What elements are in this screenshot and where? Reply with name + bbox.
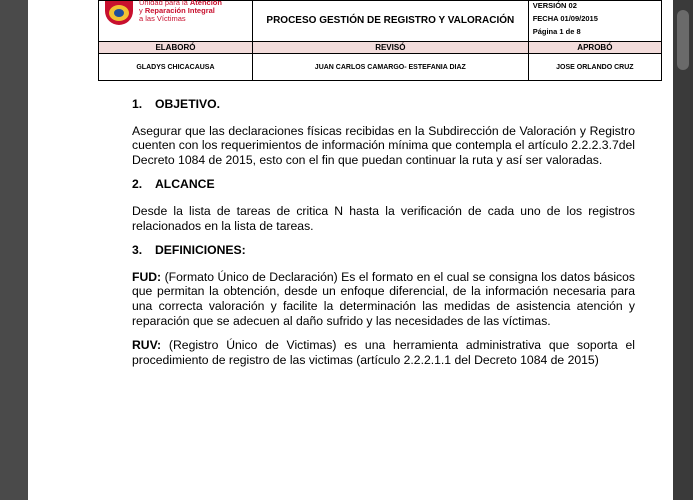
- logo-line-3: a las Víctimas: [139, 14, 186, 23]
- vertical-scrollbar[interactable]: [673, 0, 693, 500]
- logo-line-2: y: [139, 6, 143, 15]
- document-page: [28, 0, 673, 500]
- scrollbar-thumb[interactable]: [677, 10, 689, 70]
- document-title: PROCESO GESTIÓN DE REGISTRO Y VALORACIÓN: [252, 1, 528, 42]
- elaboro-header: ELABORÓ: [99, 42, 253, 54]
- section-title: DEFINICIONES:: [155, 243, 246, 258]
- section-heading-definiciones: [132, 243, 635, 258]
- reviso-name: JUAN CARLOS CAMARGO- ESTEFANIA DIAZ: [252, 54, 528, 81]
- reviso-header: REVISÓ: [252, 42, 528, 54]
- logo-line-1-bold: Atención: [189, 0, 222, 7]
- logo-line-2-bold: Reparación Integral: [144, 6, 215, 15]
- aprobo-header: APROBÓ: [528, 42, 661, 54]
- section-number: 1.: [132, 97, 143, 111]
- fud-definition: [132, 270, 635, 328]
- document-body: [132, 97, 635, 377]
- logo-cell: [99, 1, 253, 42]
- section-title: OBJETIVO.: [155, 97, 221, 111]
- section-number: 2.: [132, 177, 143, 192]
- aprobo-name: JOSE ORLANDO CRUZ: [528, 54, 661, 81]
- document-header-table: [98, 0, 662, 81]
- section-title: ALCANCE: [155, 177, 215, 192]
- unit-logo-text: [139, 0, 222, 23]
- section-heading-alcance: [132, 177, 635, 192]
- fud-term: FUD:: [132, 269, 162, 284]
- ruv-term: RUV:: [132, 338, 162, 353]
- alcance-paragraph: Desde la lista de tareas de critica N hasta la verificación de cada uno de los registros relacionados en la lista de tareas.: [132, 203, 635, 233]
- fud-text: (Formato Único de Declaración) Es el formato en el cual se consigna los datos básicos que permitan la obtención, desde un enfoque diferencial, de la información necesaria para una correcta valoración y facilite la determinación las medidas de asistencia atención y reparación que se adecuen al daño sufrido y las necesidades de las víctimas.: [132, 269, 635, 328]
- section-heading-objetivo: [132, 97, 635, 112]
- date-label: FECHA 01/09/2015: [532, 13, 598, 23]
- section-number: 3.: [132, 243, 143, 258]
- document-info: [528, 1, 661, 42]
- version-label: VERSIÓN 02: [532, 0, 577, 10]
- page-count-label: Página 1 de 8: [532, 26, 581, 36]
- coat-of-arms-logo: [105, 1, 133, 25]
- ruv-text: (Registro Único de Victimas) es una herramienta administrativa que soporta el procedimiento de registro de las victimas (artículo 2.2.2.1.1 del Decreto 1084 de 2015): [132, 338, 635, 367]
- objetivo-paragraph: Asegurar que las declaraciones físicas recibidas en la Subdirección de Valoración y Registro cuenten con los requerimientos de información mínima que contempla el artículo 2.2.2.3.7del Decreto 1084 de 2015, esto con el fin que puedan continuar la ruta y así ser valoradas.: [132, 123, 635, 167]
- elaboro-name: GLADYS CHICACAUSA: [99, 54, 253, 81]
- logo-line-1: Unidad para la: [139, 0, 188, 7]
- ruv-definition: [132, 338, 635, 367]
